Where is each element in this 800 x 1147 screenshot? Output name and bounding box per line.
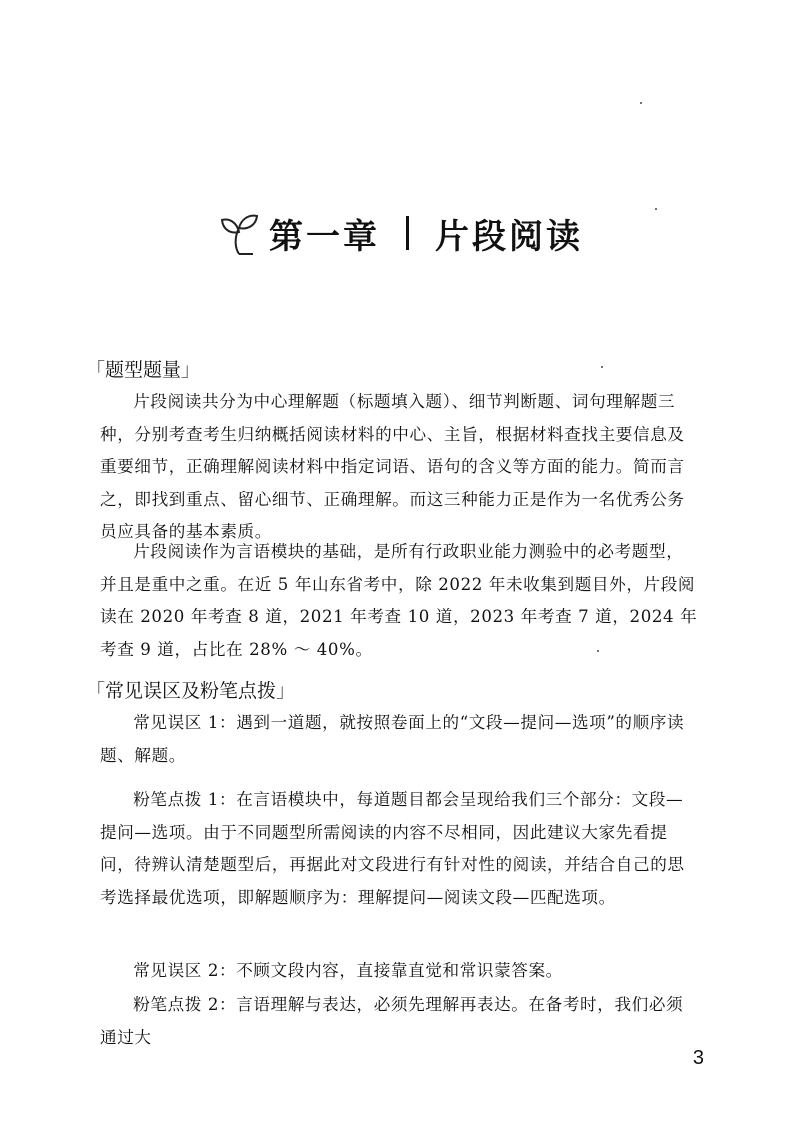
scan-speck [601, 366, 603, 368]
chapter-number: 第一章 [269, 216, 380, 257]
scan-speck [597, 650, 599, 652]
chapter-separator [406, 216, 409, 250]
scan-speck [640, 102, 642, 104]
chapter-title: 片段阅读 [435, 216, 583, 257]
chapter-heading [0, 208, 800, 262]
paragraph: 粉笔点拨 2：言语理解与表达，必须先理解再表达。在备考时，我们必须通过大 [100, 995, 684, 1047]
bracket-open: 「 [86, 680, 106, 702]
bracket-close: 」 [181, 359, 201, 381]
paragraph: 常见误区 1：遇到一道题，就按照卷面上的“文段—提问—选项”的顺序读题、解题。 [100, 713, 685, 765]
paragraph: 片段阅读共分为中心理解题（标题填入题）、细节判断题、词句理解题三种，分别考查考生归纳概括阅读材料的中心、主旨，根据材料查找主要信息及重要细节，正确理解阅读材料中指定词语、语句的含义等方面的能力。简而言之，即找到重点、留心细节、正确理解。而这三种能力正是作为一名优秀公务员应具备的基本素质。 [100, 392, 685, 541]
section-heading-text: 常见误区及粉笔点拨 [105, 680, 277, 702]
paragraph: 粉笔点拨 1：在言语模块中，每道题目都会呈现给我们三个部分：文段—提问—选项。由于不同题型所需阅读的内容不尽相同，因此建议大家先看提问，待辨认清楚题型后，再据此对文段进行有针对性的阅读，并结合自己的思考选择最优选项，即解题顺序为：理解提问—阅读文段—匹配选项。 [100, 790, 685, 907]
bracket-close: 」 [276, 680, 296, 702]
page-number: 3 [692, 1047, 704, 1069]
sprout-icon [217, 208, 263, 258]
section-heading-question-types [86, 355, 200, 382]
bracket-open: 「 [86, 359, 106, 381]
scan-speck [655, 208, 657, 210]
section-heading-common-mistakes [86, 676, 295, 703]
section-heading-text: 题型题量 [105, 359, 182, 381]
paragraph: 片段阅读作为言语模块的基础，是所有行政职业能力测验中的必考题型，并且是重中之重。在近 5 年山东省考中，除 2022 年未收集到题目外，片段阅读在 2020 年考查 8 道，2021 年考查 10 道，2023 年考查 7 道，2024 年考查 9 道，占比在 28% ～ 40%。 [100, 542, 698, 659]
paragraph: 常见误区 2：不顾文段内容，直接靠直觉和常识蒙答案。 [133, 961, 563, 980]
